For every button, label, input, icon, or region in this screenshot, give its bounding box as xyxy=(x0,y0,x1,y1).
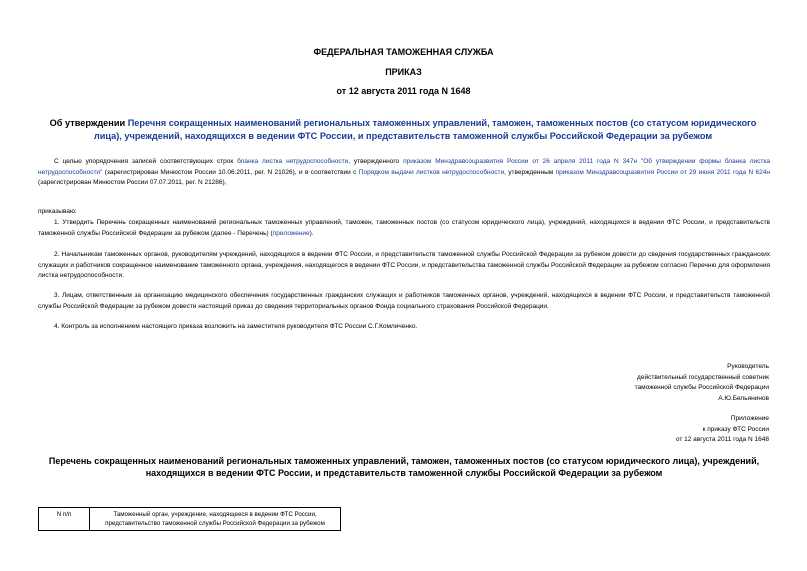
item-1-text: 1. Утвердить Перечень сокращенных наименований региональных таможенных управлений, таможен, таможенных постов (со статусом юридического лица), учреждений, находящихся в ведении ФТС России, и представительств таможенной службы Российской Федерации за рубежом (далее - Перечень) ( xyxy=(38,219,770,237)
item-1-end: ). xyxy=(309,229,314,237)
item-3-paragraph: 3. Лицам, ответственным за организацию медицинского обеспечения государственных гражданских служащих и работников таможенных органов, учреждений, находящихся в ведении ФТС России, и представительств таможенной службы Российской Федерации за рубежом довести настоящий приказ до сведения территориальных органов Фонда социального страхования Российской Федерации. xyxy=(38,292,770,310)
signature-rank-1: действительный государственный советник xyxy=(637,373,769,381)
table-header-organ-line-1: Таможенный орган, учреждение, находящееся в ведении ФТС России, xyxy=(113,511,317,518)
appendix-label: Приложение xyxy=(730,415,769,422)
preamble-text-1: С целью упорядочения записей соответствующих строк xyxy=(54,158,238,165)
doc-date-heading: от 12 августа 2011 года N 1648 xyxy=(336,86,471,96)
table-header-organ-line-2: представительство таможенной службы Российской Федерации за рубежом xyxy=(105,520,325,527)
signature-title: Руководитель xyxy=(727,363,769,370)
preamble-text-3: (зарегистрирован Минюстом России 10.06.2011, рег. N 21026), и в соответствии с xyxy=(102,168,359,176)
signature-rank-2: таможенной службы Российской Федерации xyxy=(634,384,769,391)
order-word: приказываю: xyxy=(38,208,77,215)
issuance-procedure-link[interactable]: Порядком выдачи листков нетрудоспособности xyxy=(358,168,505,176)
table-header-row xyxy=(39,508,341,531)
order-347n-link[interactable]: приказом Минздравсоцразвития России от 26 апреля 2011 года N 347н "Об утверждении формы бланка листка нетрудоспособности" xyxy=(38,158,771,176)
signature-name: А.Ю.Бельянинов xyxy=(718,394,769,402)
list-table xyxy=(38,507,341,531)
preamble-text-5: (зарегистрирован Минюстом России 07.07.2011, рег. N 21286), xyxy=(38,179,227,186)
table-header-number: N п/п xyxy=(39,508,90,531)
preamble-text-4: , утвержденным xyxy=(504,168,556,176)
preamble-text-2: , утвержденного xyxy=(348,158,404,165)
appendix-link[interactable]: приложение xyxy=(272,229,310,237)
appendix-date: от 12 августа 2011 года N 1648 xyxy=(675,436,769,443)
signature-block xyxy=(509,362,769,404)
order-624n-link[interactable]: приказом Минздравсоцразвития России от 29 июня 2011 года N 624н xyxy=(555,168,770,176)
doc-type-heading: ПРИКАЗ xyxy=(385,67,422,77)
order-title-prefix: Об утверждении xyxy=(49,118,128,128)
list-title: Перечень сокращенных наименований региональных таможенных управлений, таможен, таможенных постов (со статусом юридического лица), учреждений, находящихся в ведении ФТС России, и представительств таможенной службы Российской Федерации за рубежом xyxy=(48,456,760,478)
sick-leave-form-link[interactable]: бланка листка нетрудоспособности xyxy=(237,158,349,165)
agency-heading: ФЕДЕРАЛЬНАЯ ТАМОЖЕННАЯ СЛУЖБА xyxy=(313,47,494,57)
appendix-header xyxy=(509,414,769,446)
item-1-paragraph xyxy=(38,218,770,239)
preamble-paragraph xyxy=(38,157,770,189)
appendix-ref: к приказу ФТС России xyxy=(702,425,769,433)
item-2-paragraph: 2. Начальникам таможенных органов, руководителям учреждений, находящихся в ведении ФТС России, и представительств таможенной службы Российской Федерации за рубежом довести до сведения государственных гражданских служащих и работников сокращенное наименование таможенного органа, учреждения, находящегося в ведении ФТС России, и представительства таможенной службы Российской Федерации за рубежом согласно Перечню для оформления листка нетрудоспособности. xyxy=(38,251,770,279)
order-title-link[interactable]: Перечня сокращенных наименований региональных таможенных управлений, таможен, таможенных постов (со статусом юридического лица), учреждений, находящихся в ведении ФТС России, и представительств таможенной службы Российской Федерации за рубежом xyxy=(93,118,757,141)
table-header-organ xyxy=(90,508,341,531)
item-4-paragraph: 4. Контроль за исполнением настоящего приказа возложить на заместителя руководителя ФТС России С.Г.Комличенко. xyxy=(54,323,418,330)
order-title xyxy=(42,117,764,143)
